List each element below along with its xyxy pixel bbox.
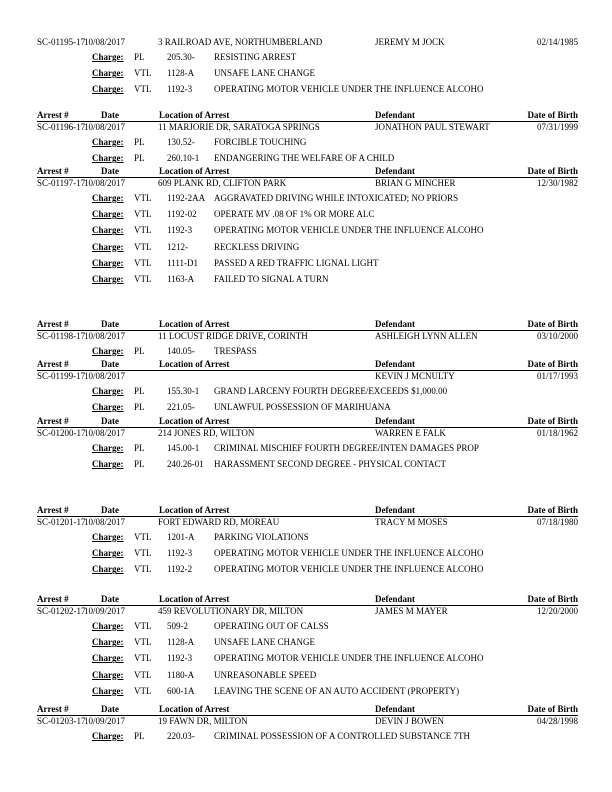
- charge-row: [37, 205, 578, 221]
- header-location: Location of Arrest: [159, 166, 230, 176]
- record-summary-row: [37, 606, 578, 617]
- arrest-location: 459 REVOLUTIONARY DR, MILTON: [158, 606, 304, 616]
- charge-description: AGGRAVATED DRIVING WHILE INTOXICATED; NO PRIORS: [214, 193, 459, 203]
- charge-description: UNREASONABLE SPEED: [214, 669, 317, 680]
- record-summary-row: [37, 716, 578, 727]
- arrest-location: FORT EDWARD RD, MOREAU: [158, 517, 280, 527]
- charge-row: [37, 48, 578, 64]
- charge-description: RESISTING ARREST: [214, 52, 297, 62]
- charge-label: Charge:: [92, 241, 124, 252]
- charge-row: [37, 666, 578, 682]
- header-defendant: Defendant: [375, 594, 415, 604]
- header-arrest: Arrest #: [37, 359, 69, 369]
- record-summary-row: [37, 517, 578, 528]
- charge-row: [37, 560, 578, 576]
- charge-list: [37, 48, 578, 97]
- arrest-record: [37, 416, 578, 471]
- charge-description: TRESPASS: [214, 346, 257, 356]
- charge-row: [37, 633, 578, 649]
- charge-section: 1192-02: [167, 209, 197, 220]
- charge-description: PARKING VIOLATIONS: [214, 532, 309, 542]
- charge-description: UNSAFE LANE CHANGE: [214, 637, 315, 648]
- defendant-name: DEVIN J BOWEN: [375, 716, 444, 726]
- defendant-name: WARREN E FALK: [375, 428, 446, 438]
- charge-section: 145.00-1: [167, 443, 200, 453]
- date-of-birth: 12/20/2000: [536, 606, 578, 616]
- charge-law: VTL: [134, 68, 152, 79]
- arrest-location: 3 RAILROAD AVE, NORTHUMBERLAND: [158, 37, 323, 47]
- charge-law: VTL: [134, 548, 152, 559]
- header-location: Location of Arrest: [159, 505, 230, 515]
- charge-law: PL: [134, 386, 145, 396]
- charge-row: [37, 439, 578, 455]
- charge-row: [37, 455, 578, 471]
- charge-law: VTL: [134, 685, 152, 696]
- date-of-birth: 02/14/1985: [536, 37, 578, 47]
- header-location: Location of Arrest: [159, 319, 230, 329]
- charge-description: OPERATING MOTOR VEHICLE UNDER THE INFLUENCE ALCOHO: [214, 225, 484, 236]
- header-arrest: Arrest #: [37, 704, 69, 714]
- charge-row: [37, 727, 578, 743]
- charge-label: Charge:: [92, 257, 124, 268]
- header-arrest: Arrest #: [37, 319, 69, 329]
- arrest-record: [37, 704, 578, 743]
- charge-label: Charge:: [92, 669, 124, 680]
- charge-row: [37, 133, 578, 149]
- charge-description: CRIMINAL MISCHIEF FOURTH DEGREE/INTEN DAMAGES PROP: [214, 443, 479, 453]
- charge-law: PL: [134, 731, 145, 741]
- charge-row: [37, 528, 578, 544]
- header-location: Location of Arrest: [159, 704, 230, 714]
- header-dob: Date of Birth: [527, 704, 578, 714]
- arrest-date: 10/08/2017: [84, 37, 126, 47]
- charge-description: PASSED A RED TRAFFIC LIGNAL LIGHT: [214, 257, 379, 268]
- charge-row: [37, 382, 578, 398]
- arrest-number: SC-01198-17: [37, 331, 86, 341]
- charge-row: [37, 617, 578, 633]
- record-summary-row: [37, 37, 578, 48]
- charge-description: UNLAWFUL POSSESSION OF MARIHUANA: [214, 402, 391, 413]
- defendant-name: JAMES M MAYER: [375, 606, 448, 616]
- arrest-number: SC-01201-17: [37, 517, 86, 527]
- charge-law: VTL: [134, 564, 152, 575]
- arrest-number: SC-01196-17: [37, 122, 86, 132]
- defendant-name: BRIAN G MINCHER: [375, 178, 456, 188]
- date-of-birth: 04/28/1998: [536, 716, 578, 726]
- charge-description: OPERATING MOTOR VEHICLE UNDER THE INFLUENCE ALCOHO: [214, 653, 484, 664]
- charge-section: 1192-2AA: [167, 193, 206, 203]
- date-of-birth: 07/31/1999: [536, 122, 578, 132]
- charge-law: VTL: [134, 257, 152, 268]
- charge-label: Charge:: [92, 621, 124, 631]
- header-dob: Date of Birth: [527, 359, 578, 369]
- charge-law: VTL: [134, 653, 152, 664]
- charge-row: [37, 149, 578, 165]
- charge-law: VTL: [134, 225, 152, 236]
- arrest-record: [37, 37, 578, 97]
- charge-label: Charge:: [92, 564, 124, 575]
- charge-description: OPERATING MOTOR VEHICLE UNDER THE INFLUENCE ALCOHO: [214, 548, 484, 559]
- charge-section: 221.05-: [167, 402, 195, 413]
- charge-law: PL: [134, 153, 145, 164]
- charge-section: 600-1A: [167, 685, 195, 696]
- header-location: Location of Arrest: [159, 594, 230, 604]
- arrest-record: [37, 319, 578, 358]
- header-defendant: Defendant: [375, 704, 415, 714]
- defendant-name: JONATHON PAUL STEWART: [375, 122, 490, 132]
- header-defendant: Defendant: [375, 319, 415, 329]
- arrest-number: SC-01200-17: [37, 428, 86, 438]
- charge-law: PL: [134, 137, 145, 147]
- arrest-date: 10/08/2017: [84, 178, 126, 188]
- arrest-date: 10/08/2017: [84, 331, 126, 341]
- header-location: Location of Arrest: [159, 110, 230, 120]
- header-arrest: Arrest #: [37, 416, 69, 426]
- charge-row: [37, 342, 578, 358]
- charge-list: [37, 189, 578, 286]
- charge-description: FORCIBLE TOUCHING: [214, 137, 307, 147]
- column-header-row: [37, 416, 578, 428]
- charge-label: Charge:: [92, 225, 124, 236]
- defendant-name: TRACY M MOSES: [375, 517, 448, 527]
- charge-description: FAILED TO SIGNAL A TURN: [214, 273, 329, 284]
- charge-section: 1111-D1: [167, 257, 198, 268]
- charge-row: [37, 649, 578, 665]
- charge-section: 509-2: [167, 621, 188, 631]
- date-of-birth: 01/18/1962: [536, 428, 578, 438]
- date-of-birth: 01/17/1993: [536, 371, 578, 381]
- charge-description: RECKLESS DRIVING: [214, 241, 300, 252]
- arrest-record: [37, 594, 578, 698]
- arrest-record: [37, 166, 578, 286]
- charge-law: PL: [134, 443, 145, 453]
- header-date: Date: [101, 110, 119, 120]
- charge-section: 1192-3: [167, 84, 193, 95]
- charge-law: VTL: [134, 273, 152, 284]
- column-header-row: [37, 704, 578, 716]
- charge-label: Charge:: [92, 685, 124, 696]
- header-defendant: Defendant: [375, 505, 415, 515]
- charge-label: Charge:: [92, 193, 124, 203]
- header-date: Date: [101, 704, 119, 714]
- charge-section: 1192-3: [167, 225, 193, 236]
- header-dob: Date of Birth: [527, 319, 578, 329]
- charge-row: [37, 682, 578, 698]
- charge-label: Charge:: [92, 637, 124, 648]
- column-header-row: [37, 359, 578, 371]
- arrest-record: [37, 110, 578, 165]
- charge-label: Charge:: [92, 84, 124, 95]
- charge-label: Charge:: [92, 68, 124, 79]
- charge-description: OPERATING MOTOR VEHICLE UNDER THE INFLUENCE ALCOHO: [214, 84, 484, 95]
- defendant-name: ASHLEIGH LYNN ALLEN: [375, 331, 478, 341]
- arrest-number: SC-01202-17: [37, 606, 86, 616]
- record-summary-row: [37, 122, 578, 133]
- charge-list: [37, 727, 578, 743]
- column-header-row: [37, 505, 578, 517]
- column-header-row: [37, 110, 578, 122]
- charge-label: Charge:: [92, 209, 124, 220]
- charge-section: 1163-A: [167, 273, 195, 284]
- charge-law: PL: [134, 52, 145, 62]
- header-arrest: Arrest #: [37, 110, 69, 120]
- charge-list: [37, 133, 578, 165]
- arrest-date: 10/08/2017: [84, 428, 126, 438]
- arrest-location: 11 MARJORIE DR, SARATOGA SPRINGS: [158, 122, 320, 132]
- charge-section: 1192-3: [167, 653, 193, 664]
- charge-label: Charge:: [92, 346, 124, 356]
- charge-list: [37, 617, 578, 698]
- charge-section: 205.30-: [167, 52, 195, 62]
- charge-description: UNSAFE LANE CHANGE: [214, 68, 315, 79]
- charge-law: VTL: [134, 241, 152, 252]
- charge-section: 1212-: [167, 241, 188, 252]
- charge-label: Charge:: [92, 532, 124, 542]
- charge-section: 1128-A: [167, 68, 195, 79]
- header-arrest: Arrest #: [37, 594, 69, 604]
- date-of-birth: 03/10/2000: [536, 331, 578, 341]
- charge-row: [37, 221, 578, 237]
- defendant-name: JEREMY M JOCK: [375, 37, 445, 47]
- charge-label: Charge:: [92, 653, 124, 664]
- header-dob: Date of Birth: [527, 110, 578, 120]
- arrest-date: 10/09/2017: [84, 606, 126, 616]
- header-date: Date: [101, 505, 119, 515]
- arrest-date: 10/08/2017: [84, 371, 126, 381]
- header-dob: Date of Birth: [527, 416, 578, 426]
- charge-description: CRIMINAL POSSESSION OF A CONTROLLED SUBSTANCE 7TH: [214, 731, 470, 741]
- charge-description: HARASSMENT SECOND DEGREE - PHYSICAL CONTACT: [214, 459, 447, 470]
- charge-section: 1192-2: [167, 564, 193, 575]
- arrest-number: SC-01195-17: [37, 37, 86, 47]
- arrest-date: 10/08/2017: [84, 517, 126, 527]
- header-date: Date: [101, 319, 119, 329]
- header-defendant: Defendant: [375, 416, 415, 426]
- charge-label: Charge:: [92, 459, 124, 470]
- charge-section: 220.03-: [167, 731, 195, 741]
- charge-label: Charge:: [92, 386, 124, 396]
- header-dob: Date of Birth: [527, 166, 578, 176]
- charge-label: Charge:: [92, 137, 124, 147]
- header-location: Location of Arrest: [159, 416, 230, 426]
- arrest-record: [37, 359, 578, 414]
- charge-description: ENDANGERING THE WELFARE OF A CHILD: [214, 153, 395, 164]
- charge-section: 130.52-: [167, 137, 195, 147]
- header-defendant: Defendant: [375, 166, 415, 176]
- header-date: Date: [101, 416, 119, 426]
- charge-label: Charge:: [92, 548, 124, 559]
- arrest-location: 19 FAWN DR, MILTON: [158, 716, 248, 726]
- column-header-row: [37, 319, 578, 331]
- record-summary-row: [37, 428, 578, 439]
- column-header-row: [37, 594, 578, 606]
- charge-row: [37, 238, 578, 254]
- arrest-number: SC-01203-17: [37, 716, 86, 726]
- header-dob: Date of Birth: [527, 594, 578, 604]
- charge-description: LEAVING THE SCENE OF AN AUTO ACCIDENT (PROPERTY): [214, 685, 460, 696]
- charge-label: Charge:: [92, 731, 124, 741]
- charge-law: PL: [134, 402, 145, 413]
- date-of-birth: 07/18/1980: [536, 517, 578, 527]
- charge-section: 260.10-1: [167, 153, 200, 164]
- column-header-row: [37, 166, 578, 178]
- record-summary-row: [37, 371, 578, 382]
- charge-label: Charge:: [92, 402, 124, 413]
- arrest-number: SC-01199-17: [37, 371, 86, 381]
- charge-law: VTL: [134, 621, 152, 631]
- header-date: Date: [101, 359, 119, 369]
- charge-label: Charge:: [92, 52, 124, 62]
- header-defendant: Defendant: [375, 359, 415, 369]
- charge-row: [37, 398, 578, 414]
- charge-law: PL: [134, 346, 145, 356]
- header-arrest: Arrest #: [37, 505, 69, 515]
- header-location: Location of Arrest: [159, 359, 230, 369]
- charge-law: VTL: [134, 84, 152, 95]
- charge-section: 1128-A: [167, 637, 195, 648]
- charge-section: 240.26-01: [167, 459, 204, 470]
- header-date: Date: [101, 166, 119, 176]
- charge-description: GRAND LARCENY FOURTH DEGREE/EXCEEDS $1,000.00: [214, 386, 448, 396]
- header-date: Date: [101, 594, 119, 604]
- charge-label: Charge:: [92, 273, 124, 284]
- charge-label: Charge:: [92, 443, 124, 453]
- charge-row: [37, 270, 578, 286]
- charge-description: OPERATE MV .08 OF 1% OR MORE ALC: [214, 209, 375, 220]
- charge-law: PL: [134, 459, 145, 470]
- charge-law: VTL: [134, 209, 152, 220]
- charge-row: [37, 254, 578, 270]
- header-arrest: Arrest #: [37, 166, 69, 176]
- charge-law: VTL: [134, 637, 152, 648]
- charge-section: 1192-3: [167, 548, 193, 559]
- charge-label: Charge:: [92, 153, 124, 164]
- arrest-date: 10/09/2017: [84, 716, 126, 726]
- arrest-location: 609 PLANK RD, CLIFTON PARK: [158, 178, 287, 188]
- charge-row: [37, 544, 578, 560]
- charge-law: VTL: [134, 193, 152, 203]
- charge-section: 1201-A: [167, 532, 195, 542]
- defendant-name: KEVIN J MCNULTY: [375, 371, 455, 381]
- charge-section: 155.30-1: [167, 386, 200, 396]
- header-defendant: Defendant: [375, 110, 415, 120]
- record-summary-row: [37, 178, 578, 189]
- charge-law: VTL: [134, 669, 152, 680]
- charge-row: [37, 64, 578, 80]
- arrest-location: 11 LOCUST RIDGE DRIVE, CORINTH: [158, 331, 308, 341]
- charge-description: OPERATING OUT OF CALSS: [214, 621, 329, 631]
- record-summary-row: [37, 331, 578, 342]
- charge-law: VTL: [134, 532, 152, 542]
- charge-description: OPERATING MOTOR VEHICLE UNDER THE INFLUENCE ALCOHO: [214, 564, 484, 575]
- charge-list: [37, 528, 578, 577]
- charge-section: 140.05-: [167, 346, 195, 356]
- charge-list: [37, 382, 578, 414]
- arrest-record: [37, 505, 578, 577]
- arrest-date: 10/08/2017: [84, 122, 126, 132]
- arrest-number: SC-01197-17: [37, 178, 86, 188]
- charge-row: [37, 80, 578, 96]
- header-dob: Date of Birth: [527, 505, 578, 515]
- date-of-birth: 12/30/1982: [536, 178, 578, 188]
- charge-list: [37, 342, 578, 358]
- charge-section: 1180-A: [167, 669, 195, 680]
- arrest-location: 214 JONES RD, WILTON: [158, 428, 255, 438]
- charge-list: [37, 439, 578, 471]
- charge-row: [37, 189, 578, 205]
